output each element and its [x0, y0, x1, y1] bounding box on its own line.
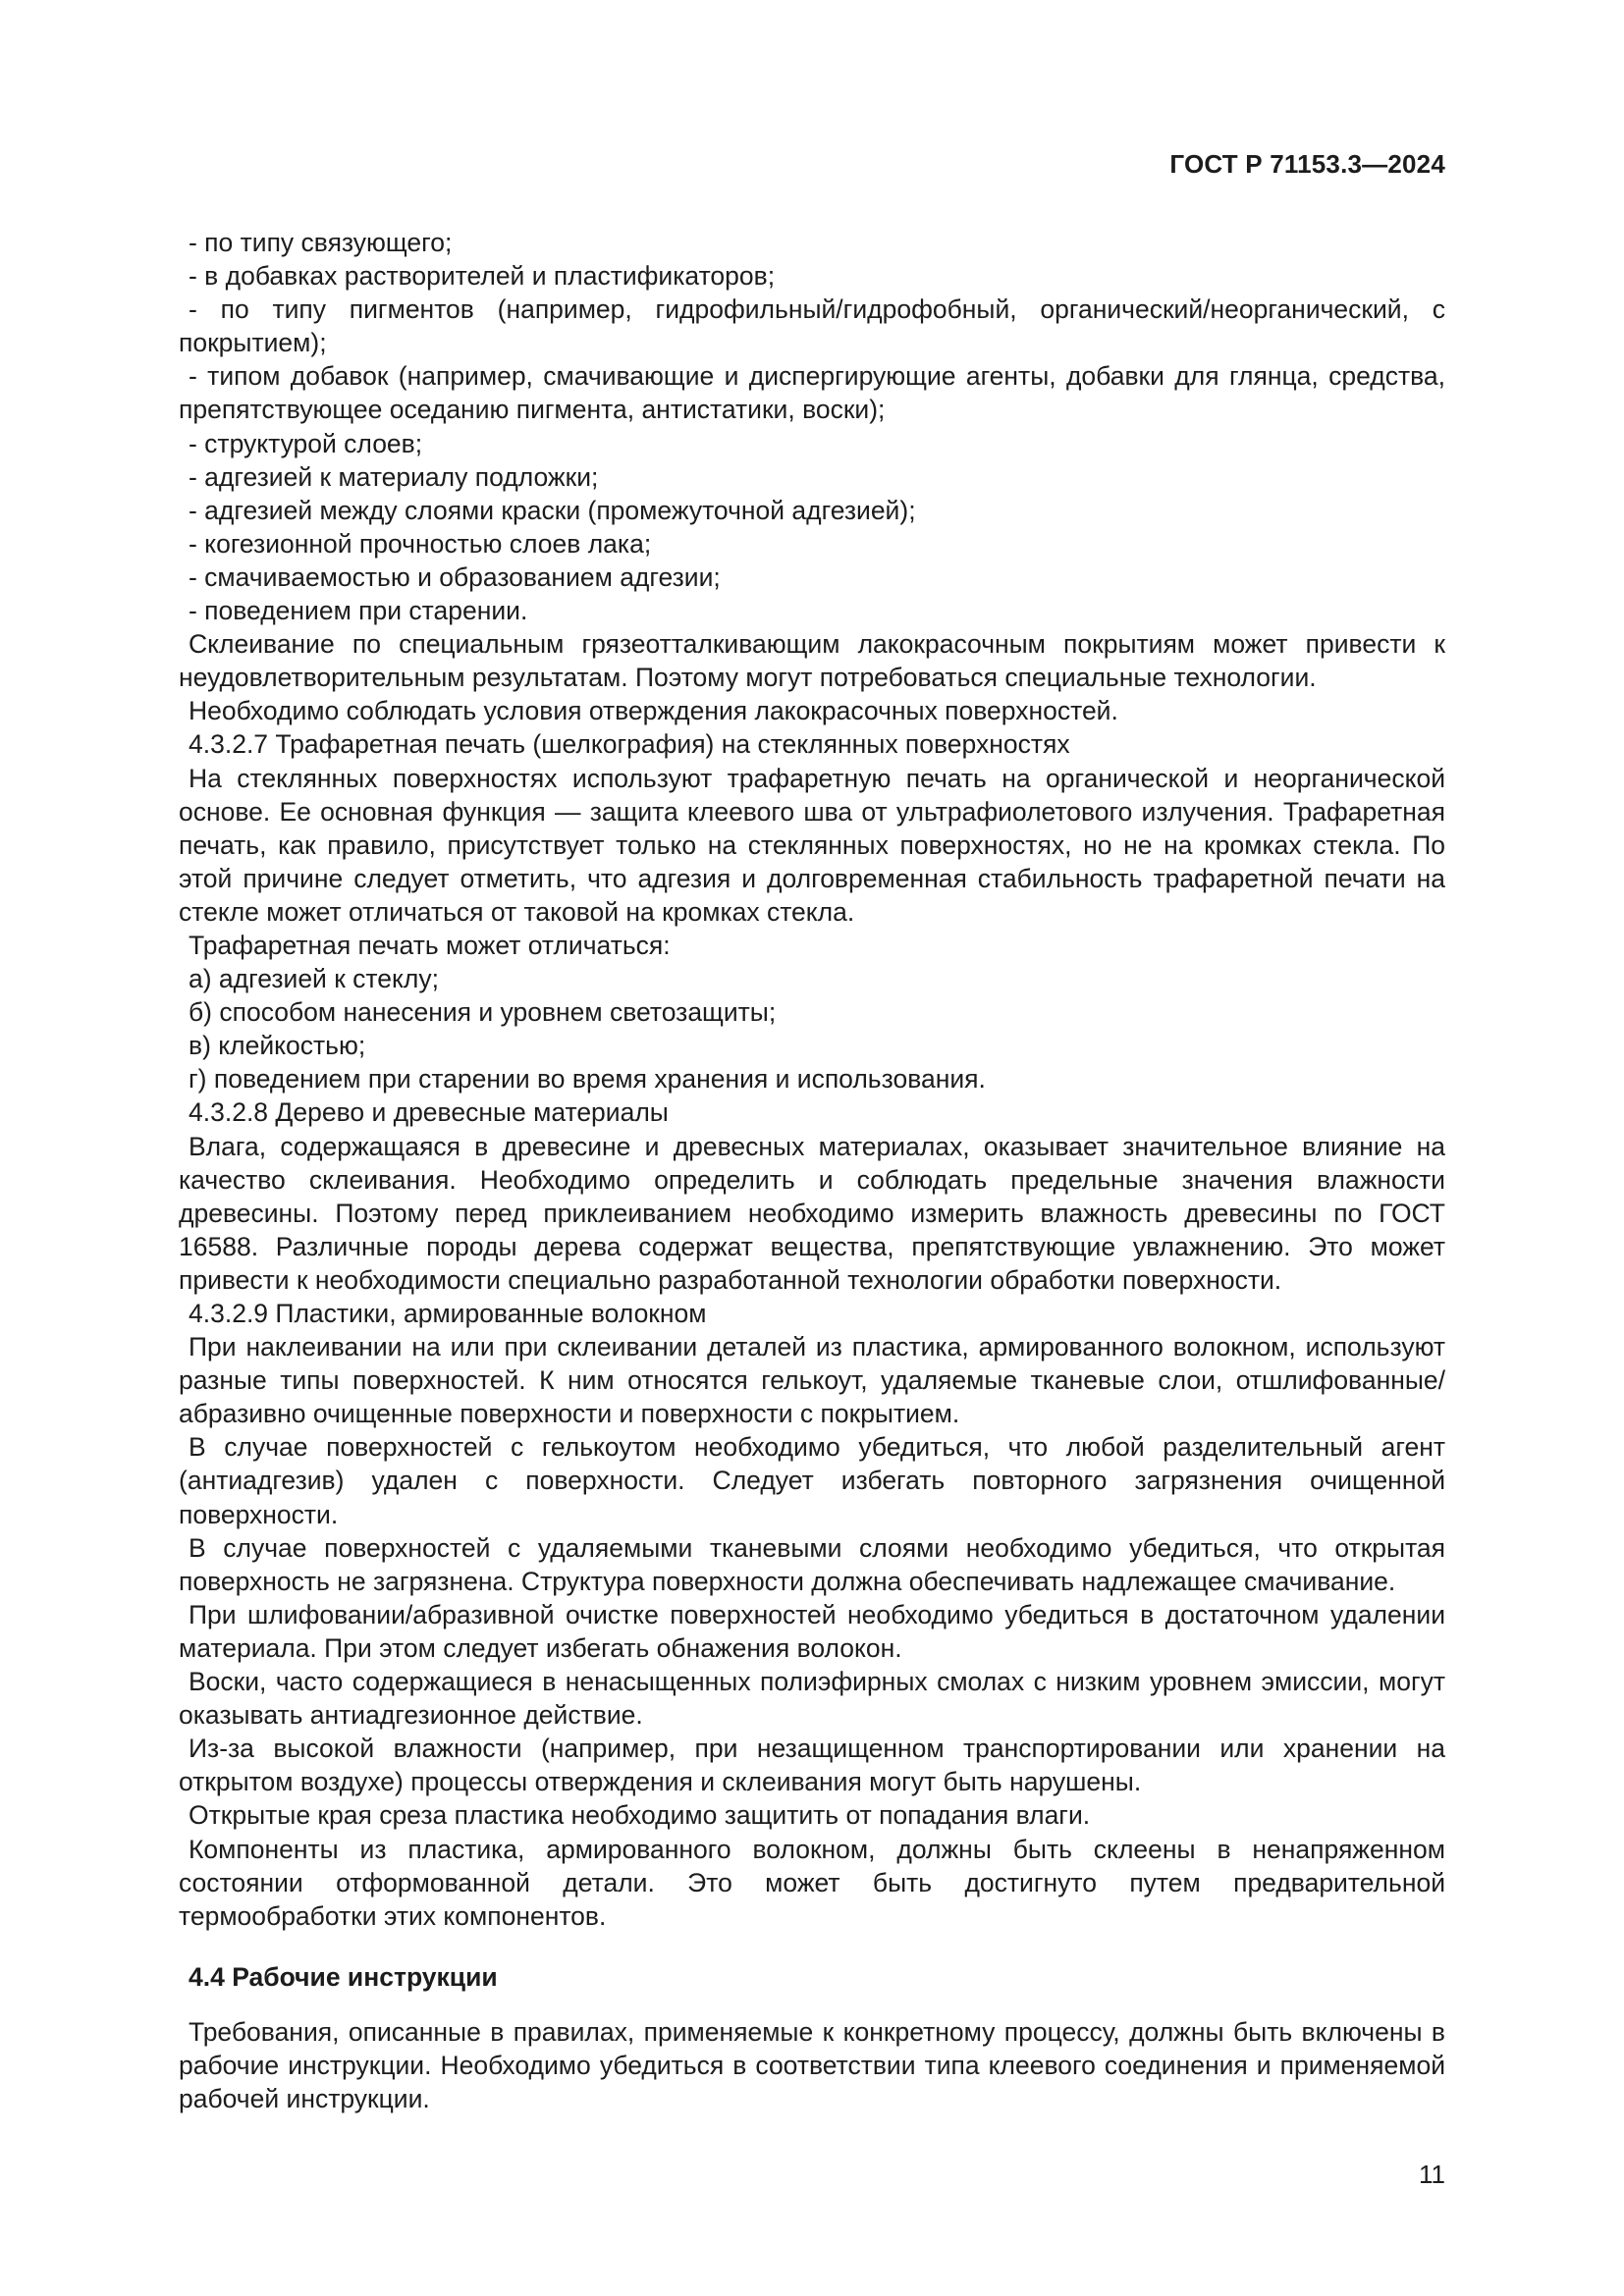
- paragraph: В случае поверхностей с гелькоутом необходимо убедиться, что любой разделительный агент (антиадгезив) удален с поверхности. Следует избегать повторного загрязнения очищенной поверхности.: [179, 1432, 1445, 1529]
- paragraph: В случае поверхностей с удаляемыми тканевыми слоями необходимо убедиться, что открытая поверхность не загрязнена. Структура поверхности должна обеспечивать надлежащее смачивание.: [179, 1532, 1445, 1596]
- list-item: б) способом нанесения и уровнем светозащиты;: [189, 997, 777, 1028]
- paragraph: Требования, описанные в правилах, применяемые к конкретному процессу, должны быть включены в рабочие инструкции. Необходимо убедиться в соответствии типа клеевого соединения и применяемой рабочей инструкции.: [179, 2016, 1445, 2114]
- paragraph: Открытые края среза пластика необходимо защитить от попадания влаги.: [189, 1800, 1091, 1831]
- paragraph: Склеивание по специальным грязеотталкивающим лакокрасочным покрытиям может привести к неудовлетворительным результатам. Поэтому могут потребоваться специальные технологии.: [179, 629, 1445, 693]
- section-heading-4328: 4.3.2.8 Дерево и древесные материалы: [189, 1097, 669, 1128]
- list-item: - поведением при старении.: [189, 596, 528, 626]
- list-item: г) поведением при старении во время хранения и использования.: [189, 1064, 986, 1095]
- list-item: - в добавках растворителей и пластификаторов;: [189, 261, 776, 292]
- paragraph: При наклеивании на или при склеивании деталей из пластика, армированного волокном, используют разные типы поверхностей. К ним относятся гелькоут, удаляемые тканевые слои, отшлифованные/абразивно очищенные поверхности и поверхности с покрытием.: [179, 1332, 1445, 1429]
- section-heading-4329: 4.3.2.9 Пластики, армированные волокном: [189, 1299, 707, 1328]
- list-item: - по типу пигментов (например, гидрофильный/гидрофобный, органический/неорганический, с покрытием);: [179, 294, 1445, 358]
- paragraph: При шлифовании/абразивной очистке поверхностей необходимо убедиться в достаточном удалении материала. При этом следует избегать обнажения волокон.: [179, 1599, 1445, 1663]
- paragraph: Воски, часто содержащиеся в ненасыщенных полиэфирных смолах с низким уровнем эмиссии, могут оказывать антиадгезионное действие.: [179, 1667, 1445, 1731]
- paragraph: Необходимо соблюдать условия отверждения лакокрасочных поверхностей.: [189, 696, 1118, 726]
- paragraph: Из-за высокой влажности (например, при незащищенном транспортировании или хранении на открытом воздухе) процессы отверждения и склеивания могут быть нарушены.: [179, 1734, 1445, 1797]
- list-item: - типом добавок (например, смачивающие и диспергирующие агенты, добавки для глянца, средства, препятствующее оседанию пигмента, антистатики, воски);: [179, 361, 1445, 425]
- list-item: - адгезией к материалу подложки;: [189, 461, 599, 492]
- page-content: [179, 226, 1445, 2115]
- page-number: 11: [1419, 2160, 1445, 2189]
- list-item: - когезионной прочностью слоев лака;: [189, 528, 652, 559]
- list-item: - структурой слоев;: [189, 428, 423, 458]
- list-item: - смачиваемостью и образованием адгезии;: [189, 561, 721, 592]
- paragraph: На стеклянных поверхностях используют трафаретную печать на органической и неорганической основе. Ее основная функция — защита клеевого шва от ультрафиолетового излучения. Трафаретная печать, как правило, присутствует только на стеклянных поверхностях, но не на кромках стекла. По этой причине следует отметить, что адгезия и долговременная стабильность трафаретной печати на стекле может отличаться от таковой на кромках стекла.: [179, 763, 1445, 927]
- section-heading-4327: 4.3.2.7 Трафаретная печать (шелкография) на стеклянных поверхностях: [189, 729, 1070, 760]
- list-item: - по типу связующего;: [189, 228, 453, 257]
- list-item: в) клейкостью;: [189, 1031, 366, 1061]
- paragraph: Трафаретная печать может отличаться:: [189, 930, 671, 960]
- section-heading-44: 4.4 Рабочие инструкции: [189, 1961, 498, 1992]
- paragraph: Влага, содержащаяся в древесине и древесных материалах, оказывает значительное влияние на качество склеивания. Необходимо определить и соблюдать предельные значения влажности древесины. Поэтому перед приклеиванием необходимо измерить влажность древесины по ГОСТ 16588. Различные породы дерева содержат вещества, препятствующие увлажнению. Это может привести к необходимости специально разработанной технологии обработки поверхности.: [179, 1131, 1445, 1295]
- paragraph: Компоненты из пластика, армированного волокном, должны быть склеены в ненапряженном состоянии отформованной детали. Это может быть достигнуто путем предварительной термообработки этих компонентов.: [179, 1834, 1445, 1931]
- list-item: а) адгезией к стеклу;: [189, 964, 439, 994]
- list-item: - адгезией между слоями краски (промежуточной адгезией);: [189, 495, 916, 525]
- document-code: ГОСТ Р 71153.3—2024: [1169, 149, 1445, 179]
